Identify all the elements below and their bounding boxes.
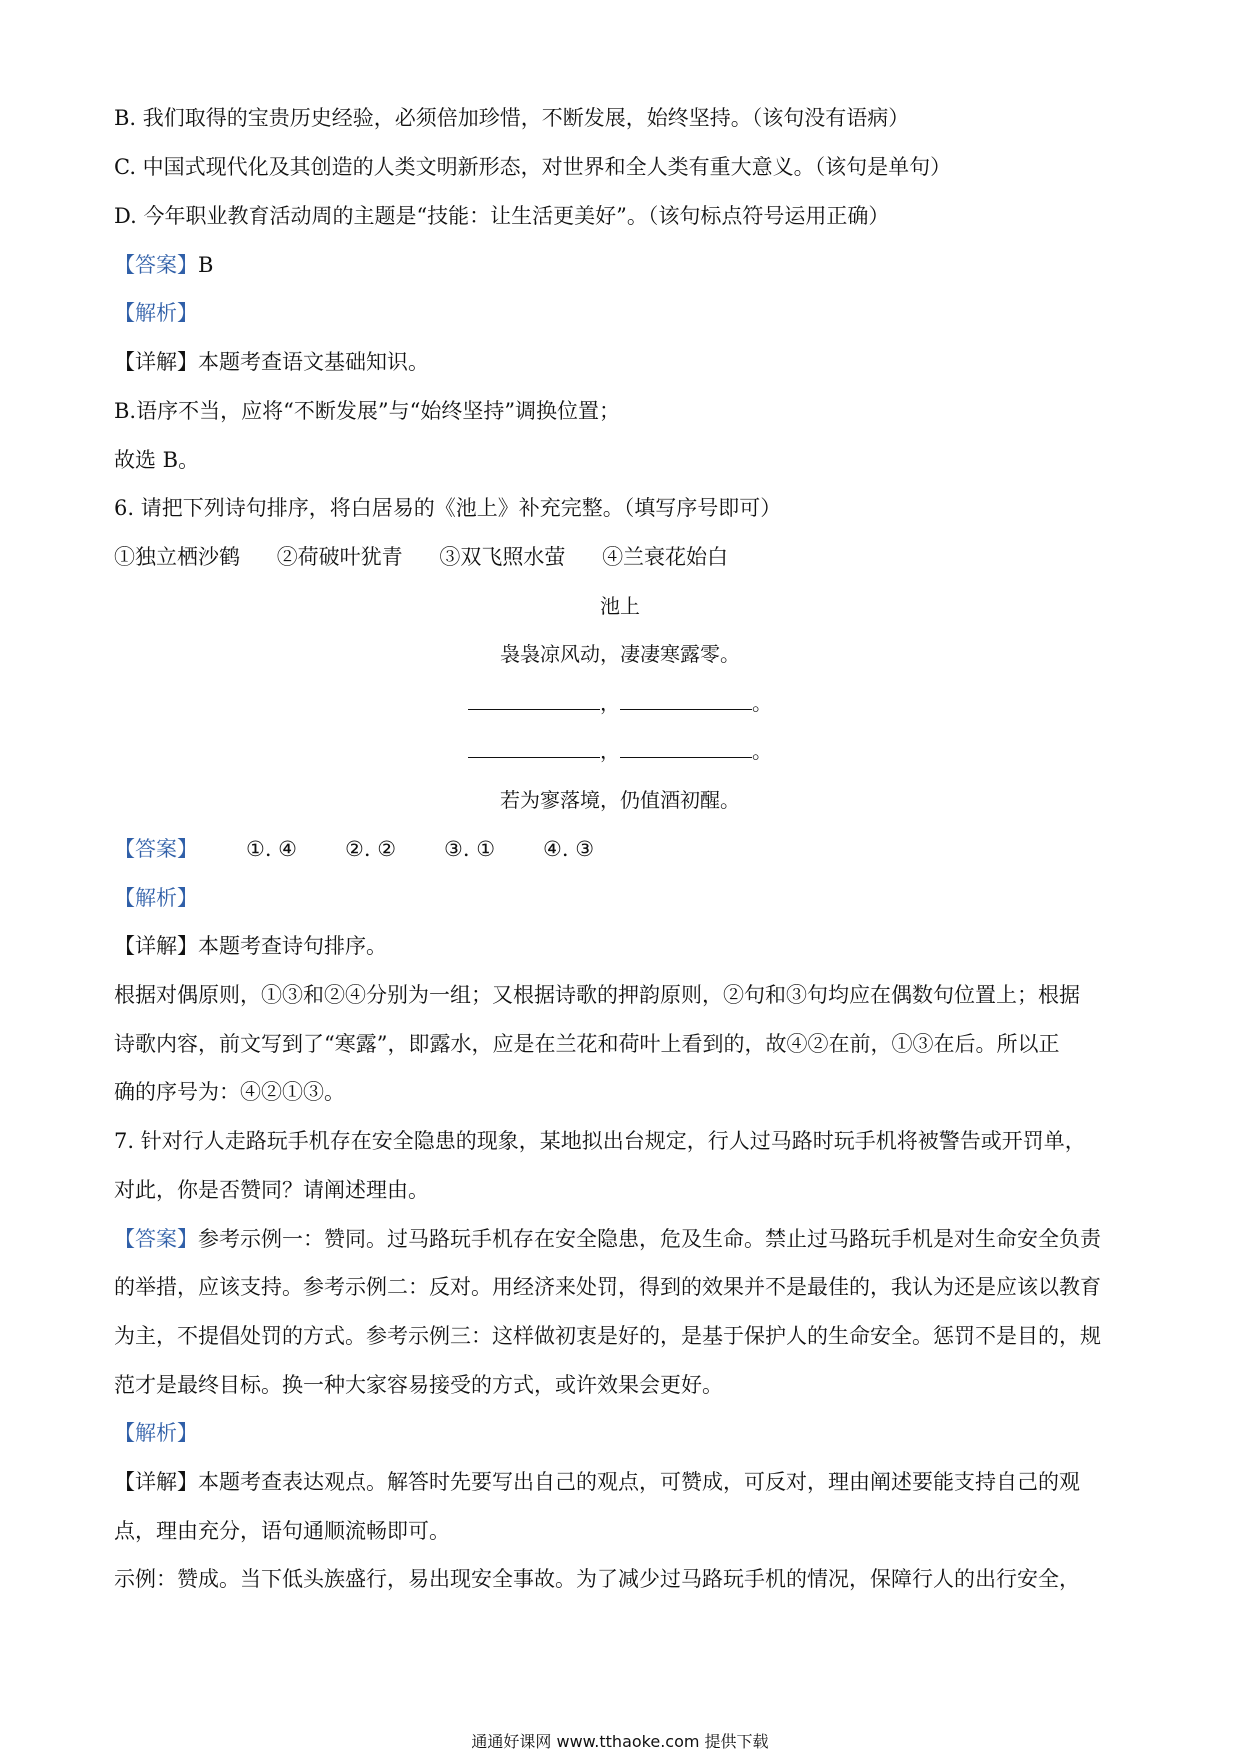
answer-tag: 【答案】 (114, 253, 198, 277)
q6-answer (114, 835, 1134, 863)
q7-analysis-tag: 【解析】 (114, 1421, 198, 1445)
detail-text: 本题考查诗句排序。 (198, 934, 387, 958)
poem-title: 池上 (600, 594, 640, 618)
q6-options (114, 543, 1134, 571)
q6-analysis-tag: 【解析】 (114, 886, 198, 910)
q6-explain-2: 诗歌内容，前文写到了“寒露”，即露水，应是在兰花和荷叶上看到的，故④②在前，①③在后。所以正 (114, 1032, 1060, 1056)
poem-line-1: 袅袅凉风动，凄凄寒露零。 (500, 642, 740, 666)
q7-answer-3: 为主，不提倡处罚的方式。参考示例三：这样做初衷是好的，是基于保护人的生命安全。惩罚不是目的，规 (114, 1324, 1101, 1348)
q5-option-d: D. 今年职业教育活动周的主题是“技能：让生活更美好”。（该句标点符号运用正确） (114, 204, 890, 228)
page-footer: 通通好课网 www.tthaoke.com 提供下载 (471, 1732, 769, 1751)
q5-detail (114, 348, 1134, 376)
q7-answer-2: 的举措，应该支持。参考示例二：反对。用经济来处罚，得到的效果并不是最佳的，我认为还是应该以教育 (114, 1275, 1101, 1299)
poem-blank-line-2: ， 。 (0, 689, 1240, 717)
detail-tag: 【详解】 (114, 934, 198, 958)
q6-option: ①独立栖沙鹤 (114, 545, 240, 569)
q6-option: ③双飞照水萤 (439, 545, 566, 569)
answer-tag: 【答案】 (114, 1227, 198, 1251)
answer-text: 参考示例一：赞同。过马路玩手机存在安全隐患，危及生命。禁止过马路玩手机是对生命安全负责 (198, 1227, 1101, 1251)
detail-text: 本题考查语文基础知识。 (198, 350, 429, 374)
q5-explain-line: B.语序不当，应将“不断发展”与“始终坚持”调换位置； (114, 399, 621, 423)
q7-question-2: 对此，你是否赞同？请阐述理由。 (114, 1178, 429, 1202)
detail-tag: 【详解】 (114, 1470, 198, 1494)
answer-item: ④. ③ (543, 837, 595, 861)
q7-detail-1 (114, 1468, 1134, 1496)
detail-tag: 【详解】 (114, 350, 198, 374)
fill-blank[interactable] (468, 691, 600, 710)
q7-detail-2: 点，理由充分，语句通顺流畅即可。 (114, 1519, 450, 1543)
q6-question: 6. 请把下列诗句排序，将白居易的《池上》补充完整。（填写序号即可） (114, 496, 782, 520)
q7-example: 示例：赞成。当下低头族盛行，易出现安全事故。为了减少过马路玩手机的情况，保障行人的出行安全， (114, 1567, 1080, 1591)
q6-option: ④兰衰花始白 (602, 545, 729, 569)
answer-tag: 【答案】 (114, 837, 198, 861)
fill-blank[interactable] (620, 691, 752, 710)
q5-option-b: B. 我们取得的宝贵历史经验，必须倍加珍惜，不断发展，始终坚持。（该句没有语病） (114, 106, 910, 130)
answer-text: B (198, 253, 214, 277)
answer-item: ③. ① (444, 837, 496, 861)
q5-answer (114, 251, 1134, 279)
q7-answer-1 (114, 1225, 1134, 1253)
fill-blank[interactable] (468, 739, 600, 758)
poem-blank-line-3: ， 。 (0, 737, 1240, 765)
answer-item: ②. ② (345, 837, 397, 861)
q7-answer-4: 范才是最终目标。换一种大家容易接受的方式，或许效果会更好。 (114, 1373, 723, 1397)
q6-explain-1: 根据对偶原则，①③和②④分别为一组；又根据诗歌的押韵原则，②句和③句均应在偶数句位置上；根据 (114, 983, 1080, 1007)
q5-option-c: C. 中国式现代化及其创造的人类文明新形态，对世界和全人类有重大意义。（该句是单句） (114, 155, 952, 179)
q6-detail (114, 932, 1134, 960)
q6-option: ②荷破叶犹青 (276, 545, 403, 569)
q5-conclusion: 故选 B。 (114, 448, 200, 472)
q6-explain-3: 确的序号为：④②①③。 (114, 1080, 345, 1104)
poem-line-4: 若为寥落境，仍值酒初醒。 (500, 788, 740, 812)
fill-blank[interactable] (620, 739, 752, 758)
q5-analysis-tag: 【解析】 (114, 301, 198, 325)
detail-text: 本题考查表达观点。解答时先要写出自己的观点，可赞成，可反对，理由阐述要能支持自己的观 (198, 1470, 1080, 1494)
answer-item: ①. ④ (246, 837, 298, 861)
q7-question-1: 7. 针对行人走路玩手机存在安全隐患的现象，某地拟出台规定，行人过马路时玩手机将被警告或开罚单， (114, 1129, 1086, 1153)
